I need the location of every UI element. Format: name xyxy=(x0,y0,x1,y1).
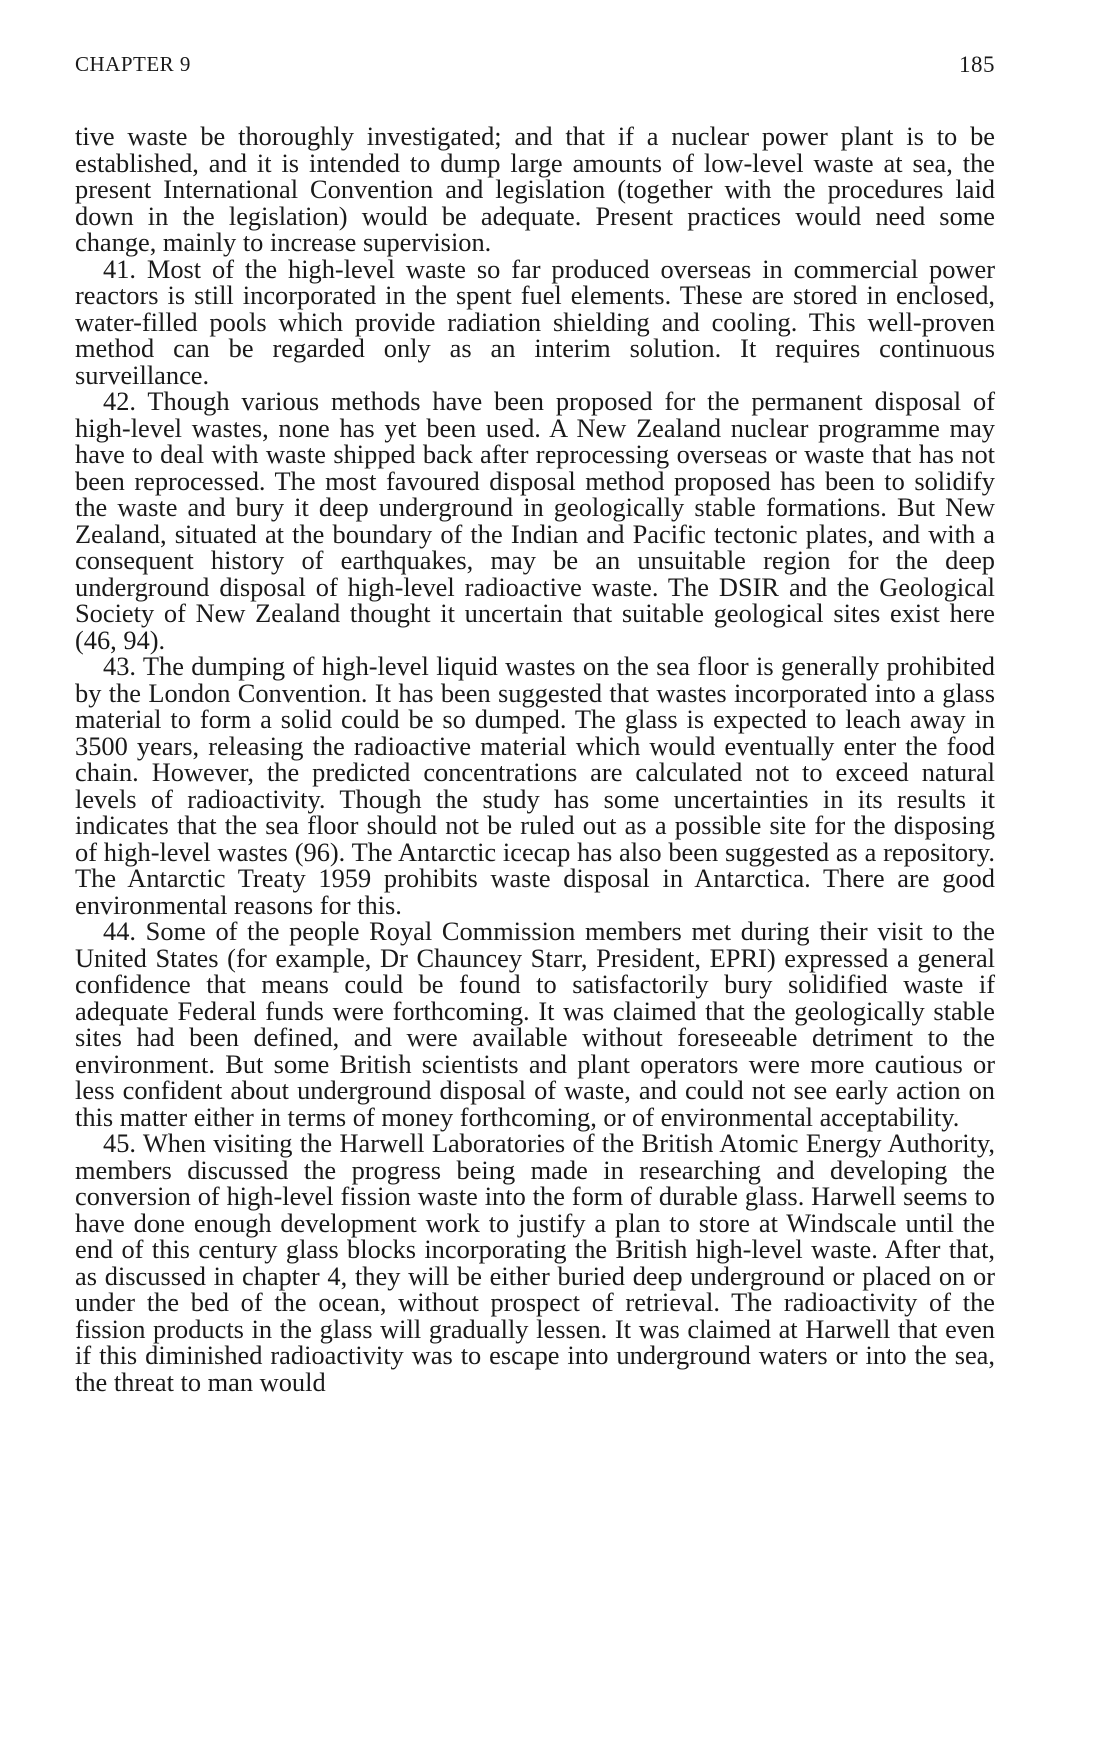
page-number: 185 xyxy=(959,52,995,77)
chapter-label: CHAPTER 9 xyxy=(75,52,191,76)
body-text xyxy=(75,123,995,1395)
running-header xyxy=(75,52,995,82)
paragraph-41: 41. Most of the high-level waste so far produced overseas in commercial power reactors is still incorporated in the spent fuel elements. These are stored in enclosed, water-filled pools which provide radiation shielding and cooling. This well-proven method can be regarded only as an interim solution. It requires continuous surveillance. xyxy=(75,253,995,390)
paragraph-43: 43. The dumping of high-level liquid wastes on the sea floor is generally prohibited by the London Convention. It has been suggested that wastes incorporated into a glass material to form a solid could be so dumped. The glass is expected to leach away in 3500 years, releasing the radioactive material which would eventually enter the food chain. However, the predicted concentrations are calculated not to exceed natural levels of radioactivity. Though the study has some uncertainties in its results it indicates that the sea floor should not be ruled out as a possible site for the disposing of high-level wastes (96). The Antarctic icecap has also been suggested as a repository. The Antarctic Treaty 1959 prohibits waste disposal in Antarctica. There are good environmental reasons for this. xyxy=(75,651,995,920)
paragraph-45: 45. When visiting the Harwell Laboratories of the British Atomic Energy Authority, members discussed the progress being made in researching and developing the conversion of high-level fission waste into the form of durable glass. Harwell seems to have done enough development work to justify a plan to store at Windscale until the end of this century glass blocks incorporating the British high-level waste. After that, as discussed in chapter 4, they will be either buried deep underground or placed on or under the bed of the ocean, without prospect of retrieval. The radioactivity of the fission products in the glass will gradually lessen. It was claimed at Harwell that even if this diminished radioactivity was to escape into underground waters or into the sea, the threat to man would xyxy=(75,1128,995,1397)
paragraph-44: 44. Some of the people Royal Commission members met during their visit to the United States (for example, Dr Chauncey Starr, President, EPRI) expressed a general confidence that means could be found to satisfactorily bury solidified waste if adequate Federal funds were forthcoming. It was claimed that the geologically stable sites had been defined, and were available without foreseeable detriment to the environment. But some British scientists and plant operators were more cautious or less confident about underground disposal of waste, and could not see early action on this matter either in terms of money forthcoming, or of environmental acceptability. xyxy=(75,916,995,1132)
paragraph-continuation: tive waste be thoroughly investigated; and that if a nuclear power plant is to be established, and it is intended to dump large amounts of low-level waste at sea, the present International Convention and legislation (together with the procedures laid down in the legislation) would be adequate. Present practices would need some change, mainly to increase supervision. xyxy=(75,121,995,257)
paragraph-42: 42. Though various methods have been proposed for the permanent disposal of high-level wastes, none has yet been used. A New Zealand nuclear programme may have to deal with waste shipped back after reprocessing overseas or waste that has not been reprocessed. The most favoured disposal method proposed has been to solidify the waste and bury it deep underground in geologically stable formations. But New Zealand, situated at the boundary of the Indian and Pacific tectonic plates, and with a consequent history of earthquakes, may be an unsuitable region for the deep underground disposal of high-level radioactive waste. The DSIR and the Geological Society of New Zealand thought it uncertain that suitable geological sites exist here (46, 94). xyxy=(75,386,995,655)
